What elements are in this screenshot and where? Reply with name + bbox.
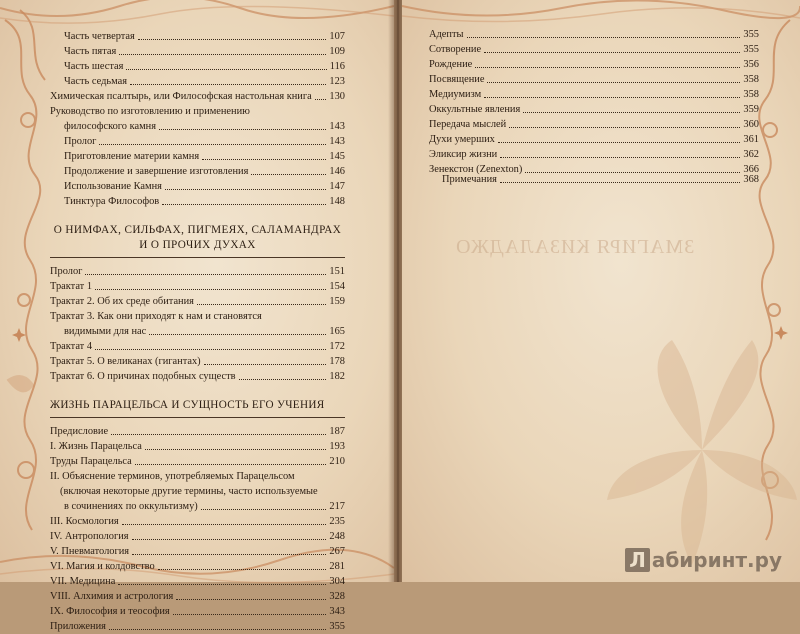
toc-row: Посвящение 358: [429, 74, 759, 85]
toc-row-terms-line1: II. Объяснение терминов, употребляемых Парацельсом: [50, 471, 295, 482]
toc-row: Часть пятая 109: [64, 46, 345, 57]
toc-row: Продолжение и завершение изготовления 146: [64, 166, 345, 177]
toc-notes: [442, 172, 759, 187]
divider: [50, 417, 345, 418]
section-heading-nymphs: О НИМФАХ, СИЛЬФАХ, ПИГМЕЯХ, САЛАМАНДРАХ: [53, 224, 342, 236]
toc-row: VII. Медицина 304: [50, 576, 345, 587]
toc-row: Тинктура Философов 148: [64, 196, 345, 207]
toc-row: Рождение 356: [429, 59, 759, 70]
toc-row: Трактат 6. О причинах подобных существ 182: [50, 371, 345, 382]
toc-row-treatise3-line1: Трактат 3. Как они приходят к нам и становятся: [50, 311, 262, 322]
toc-right: [429, 27, 759, 177]
toc-row-notes: Примечания 368: [442, 174, 759, 185]
toc-row: Зенекстон (Zenexton) 366: [429, 164, 759, 175]
toc-row: IV. Антропология 248: [50, 531, 345, 542]
toc-row: Пролог 143: [64, 136, 345, 147]
toc-row: Труды Парацельса 210: [50, 456, 345, 467]
toc-row-psaltyr: Химическая псалтырь, или Философская настольная книга 130: [50, 91, 345, 102]
star-ornament-icon: [774, 326, 788, 340]
toc-row: Пролог 151: [50, 266, 345, 277]
toc-left: [50, 29, 345, 634]
toc-row: Часть шестая 116: [64, 61, 345, 72]
toc-row: Духи умерших 361: [429, 134, 759, 145]
toc-row: Трактат 1 154: [50, 281, 345, 292]
toc-row: Трактат 2. Об их среде обитания 159: [50, 296, 345, 307]
toc-row-terms-line2: (включая некоторые другие термины, часто используемые: [60, 486, 318, 497]
toc-row: V. Пневматология 267: [50, 546, 345, 557]
toc-row: Оккультные явления 359: [429, 104, 759, 115]
toc-row: Часть седьмая 123: [64, 76, 345, 87]
star-ornament-icon: [12, 328, 26, 342]
toc-row-guide-line1: Руководство по изготовлению и применению: [50, 106, 250, 117]
right-page: [402, 0, 800, 582]
toc-row: Часть четвертая 107: [64, 31, 345, 42]
toc-row: Адепты 355: [429, 29, 759, 40]
toc-row: Сотворение 355: [429, 44, 759, 55]
toc-row: Предисловие 187: [50, 426, 345, 437]
divider: [50, 257, 345, 258]
section-heading-paracelsus: ЖИЗНЬ ПАРАЦЕЛЬСА И СУЩНОСТЬ ЕГО УЧЕНИЯ: [50, 399, 325, 411]
toc-row: I. Жизнь Парацельса 193: [50, 441, 345, 452]
toc-row-treatise3-line2: видимыми для нас 165: [64, 326, 345, 337]
toc-row: Передача мыслей 360: [429, 119, 759, 130]
labirint-logo: Л абиринт.ру: [625, 548, 782, 572]
left-page: [0, 0, 394, 632]
toc-row: IX. Философия и теософия 343: [50, 606, 345, 617]
toc-row-guide-line2: философского камня 143: [64, 121, 345, 132]
toc-section1-sub: [50, 134, 345, 209]
toc-row: Эликсир жизни 362: [429, 149, 759, 160]
toc-section1-parts: [50, 29, 345, 89]
toc-row: III. Космология 235: [50, 516, 345, 527]
toc-row: VIII. Алхимия и астрология 328: [50, 591, 345, 602]
toc-row: Использование Камня 147: [64, 181, 345, 192]
mirrored-bleed-through-text: ЗМАГИРЯ КИЗАЛАДЖО: [455, 236, 695, 258]
section-heading-nymphs-line2: И О ПРОЧИХ ДУХАХ: [139, 239, 256, 251]
toc-row: Медиумизм 358: [429, 89, 759, 100]
toc-row: Трактат 4 172: [50, 341, 345, 352]
toc-row: Приготовление материи камня 145: [64, 151, 345, 162]
toc-row: VI. Магия и колдовство 281: [50, 561, 345, 572]
ornament-top-left: [0, 0, 394, 30]
floral-watermark-icon: [602, 330, 800, 570]
toc-row: Приложения 355: [50, 621, 345, 632]
toc-row: Трактат 5. О великанах (гигантах) 178: [50, 356, 345, 367]
toc-row-terms-line3: в сочинениях по оккультизму) 217: [64, 501, 345, 512]
ornament-top-right: [402, 0, 800, 30]
